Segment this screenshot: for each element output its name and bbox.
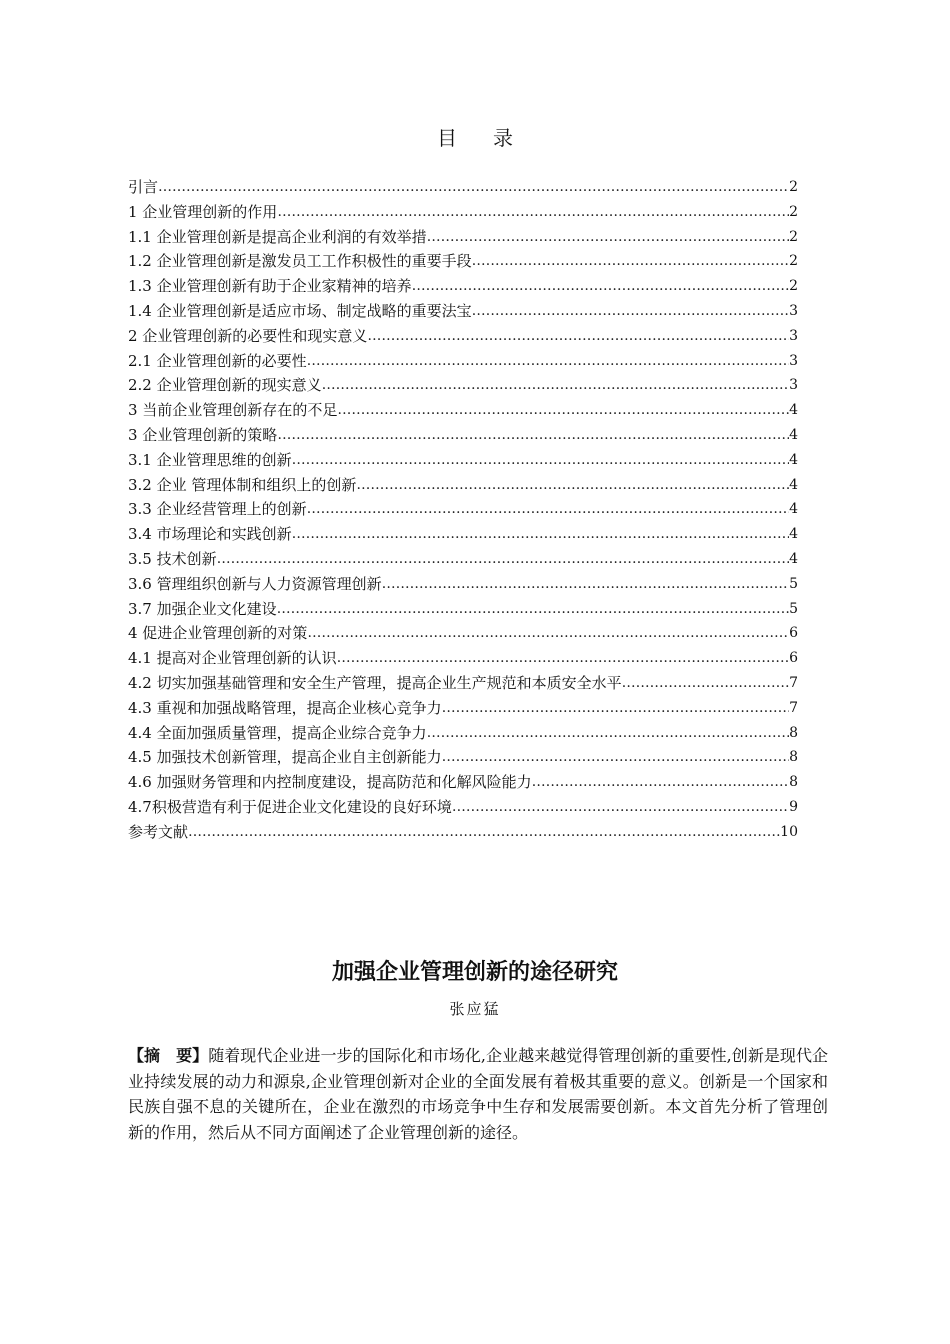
toc-entry[interactable] bbox=[128, 200, 798, 225]
toc-entry-page: 7 bbox=[789, 674, 798, 691]
toc-entry[interactable] bbox=[128, 597, 798, 622]
toc-entry[interactable] bbox=[128, 621, 798, 646]
toc-entry-page: 7 bbox=[789, 699, 798, 716]
abstract bbox=[128, 1043, 828, 1145]
toc-entry[interactable] bbox=[128, 646, 798, 671]
toc-leader-dots bbox=[277, 200, 789, 225]
author-name: 张应猛 bbox=[449, 1000, 501, 1018]
abstract-text: 随着现代企业进一步的国际化和市场化,企业越来越觉得管理创新的重要性,创新是现代企业持续发展的动力和源泉,企业管理创新对企业的全面发展有着极其重要的意义。创新是一个国家和民族自强不息的关键所在，企业在激烈的市场竞争中生存和发展需要创新。本文首先分析了管理创新的作用，然后从不同方面阐述了企业管理创新的途径。 bbox=[128, 1046, 828, 1142]
toc-leader-dots bbox=[532, 770, 789, 795]
toc-entry[interactable] bbox=[128, 671, 798, 696]
toc-entry-label: 4.2 切实加强基础管理和安全生产管理，提高企业生产规范和本质安全水平 bbox=[128, 673, 622, 692]
toc-entry-page: 4 bbox=[789, 501, 798, 518]
toc-leader-dots bbox=[292, 448, 789, 473]
toc-entry-label: 参考文献 bbox=[128, 822, 189, 841]
toc-leader-dots bbox=[307, 349, 789, 374]
toc-leader-dots bbox=[292, 522, 789, 547]
toc-leader-dots bbox=[277, 597, 789, 622]
toc-entry-page: 10 bbox=[780, 823, 798, 840]
toc-entry[interactable] bbox=[128, 373, 798, 398]
toc-leader-dots bbox=[442, 696, 789, 721]
toc-entry-label: 1.4 企业管理创新是适应市场、制定战略的重要法宝 bbox=[128, 301, 472, 320]
toc-entry-page: 3 bbox=[789, 302, 798, 319]
toc-entry-page: 3 bbox=[789, 352, 798, 369]
toc-leader-dots bbox=[307, 621, 789, 646]
toc-entry[interactable] bbox=[128, 473, 798, 498]
toc-leader-dots bbox=[622, 671, 789, 696]
toc-entry-page: 4 bbox=[789, 451, 798, 468]
toc-entry-label: 3.3 企业经营管理上的创新 bbox=[128, 500, 307, 519]
toc-leader-dots bbox=[158, 175, 789, 200]
toc-title-char-2: 录 bbox=[493, 126, 513, 150]
toc-entry[interactable] bbox=[128, 274, 798, 299]
toc-entry[interactable] bbox=[128, 175, 798, 200]
toc-entry-page: 8 bbox=[789, 774, 798, 791]
toc-entry[interactable] bbox=[128, 324, 798, 349]
toc-leader-dots bbox=[188, 820, 780, 845]
toc-entry-label: 3 企业管理创新的策略 bbox=[128, 425, 278, 444]
toc-entry-page: 2 bbox=[789, 253, 798, 270]
toc-leader-dots bbox=[277, 423, 789, 448]
toc-leader-dots bbox=[452, 795, 789, 820]
toc-leader-dots bbox=[337, 398, 789, 423]
toc-entry-label: 3.1 企业管理思维的创新 bbox=[128, 450, 292, 469]
toc-leader-dots bbox=[217, 547, 789, 572]
toc-entry-label: 3.2 企业 管理体制和组织上的创新 bbox=[128, 475, 357, 494]
toc-entry-label: 1 企业管理创新的作用 bbox=[128, 202, 278, 221]
toc-entry-page: 4 bbox=[789, 426, 798, 443]
toc-entry[interactable] bbox=[128, 547, 798, 572]
toc-entry-page: 5 bbox=[789, 600, 798, 617]
toc-entry[interactable] bbox=[128, 423, 798, 448]
toc-leader-dots bbox=[472, 299, 789, 324]
table-of-contents bbox=[128, 175, 798, 845]
toc-entry-page: 2 bbox=[789, 179, 798, 195]
toc-leader-dots bbox=[412, 274, 789, 299]
toc-entry[interactable] bbox=[128, 721, 798, 746]
toc-entry-label: 4.3 重视和加强战略管理，提高企业核心竞争力 bbox=[128, 698, 442, 717]
toc-entry-page: 9 bbox=[789, 798, 798, 815]
toc-entry-page: 6 bbox=[789, 625, 798, 642]
toc-leader-dots bbox=[356, 473, 789, 498]
toc-leader-dots bbox=[442, 745, 789, 770]
toc-leader-dots bbox=[367, 324, 789, 349]
toc-entry[interactable] bbox=[128, 770, 798, 795]
toc-entry[interactable] bbox=[128, 820, 798, 845]
toc-title-char-1: 目 bbox=[437, 126, 457, 150]
toc-entry-page: 3 bbox=[789, 377, 798, 394]
toc-entry-page: 5 bbox=[789, 575, 798, 592]
toc-entry-page: 8 bbox=[789, 724, 798, 741]
toc-entry-label: 1.3 企业管理创新有助于企业家精神的培养 bbox=[128, 277, 412, 296]
toc-leader-dots bbox=[337, 646, 789, 671]
toc-entry[interactable] bbox=[128, 572, 798, 597]
toc-entry-page: 2 bbox=[789, 278, 798, 295]
toc-entry[interactable] bbox=[128, 249, 798, 274]
toc-entry-label: 4 促进企业管理创新的对策 bbox=[128, 624, 308, 643]
toc-entry[interactable] bbox=[128, 696, 798, 721]
toc-leader-dots bbox=[307, 497, 789, 522]
toc-entry[interactable] bbox=[128, 299, 798, 324]
toc-entry-page: 6 bbox=[789, 650, 798, 667]
toc-entry-label: 4.7积极营造有利于促进企业文化建设的良好环境 bbox=[128, 797, 452, 816]
toc-entry-label: 3.6 管理组织创新与人力资源管理创新 bbox=[128, 574, 382, 593]
toc-entry-label: 3.5 技术创新 bbox=[128, 549, 217, 568]
toc-entry-label: 1.2 企业管理创新是激发员工工作积极性的重要手段 bbox=[128, 252, 472, 271]
toc-entry-page: 2 bbox=[789, 228, 798, 245]
toc-entry[interactable] bbox=[128, 795, 798, 820]
toc-leader-dots bbox=[322, 373, 789, 398]
toc-entry-page: 4 bbox=[789, 526, 798, 543]
toc-entry[interactable] bbox=[128, 398, 798, 423]
toc-entry-page: 4 bbox=[789, 402, 798, 419]
toc-entry-page: 4 bbox=[789, 550, 798, 567]
toc-entry[interactable] bbox=[128, 448, 798, 473]
toc-entry-label: 3.4 市场理论和实践创新 bbox=[128, 525, 292, 544]
paper-title: 加强企业管理创新的途径研究 bbox=[331, 960, 618, 985]
toc-entry-page: 3 bbox=[789, 327, 798, 344]
toc-entry-label: 4.1 提高对企业管理创新的认识 bbox=[128, 649, 337, 668]
toc-leader-dots bbox=[427, 721, 789, 746]
toc-entry[interactable] bbox=[128, 745, 798, 770]
toc-entry-label: 引言 bbox=[128, 178, 159, 196]
toc-entry-page: 4 bbox=[789, 476, 798, 493]
toc-leader-dots bbox=[382, 572, 789, 597]
toc-entry-label: 2.1 企业管理创新的必要性 bbox=[128, 351, 307, 370]
abstract-tag: 【摘 要】 bbox=[128, 1046, 209, 1065]
toc-entry-page: 8 bbox=[789, 749, 798, 766]
toc-entry[interactable] bbox=[128, 225, 798, 250]
toc-title bbox=[0, 122, 950, 151]
toc-entry-label: 4.4 全面加强质量管理，提高企业综合竞争力 bbox=[128, 723, 427, 742]
toc-entry-label: 1.1 企业管理创新是提高企业利润的有效举措 bbox=[128, 227, 427, 246]
toc-entry[interactable] bbox=[128, 349, 798, 374]
toc-entry-label: 2 企业管理创新的必要性和现实意义 bbox=[128, 326, 368, 345]
toc-entry-label: 4.5 加强技术创新管理，提高企业自主创新能力 bbox=[128, 748, 442, 767]
toc-entry-page: 2 bbox=[789, 203, 798, 220]
toc-leader-dots bbox=[427, 225, 789, 250]
toc-entry-label: 3 当前企业管理创新存在的不足 bbox=[128, 401, 338, 420]
toc-entry-label: 2.2 企业管理创新的现实意义 bbox=[128, 376, 322, 395]
toc-leader-dots bbox=[472, 249, 789, 274]
toc-entry-label: 3.7 加强企业文化建设 bbox=[128, 599, 277, 618]
toc-entry[interactable] bbox=[128, 497, 798, 522]
toc-entry[interactable] bbox=[128, 522, 798, 547]
toc-entry-label: 4.6 加强财务管理和内控制度建设，提高防范和化解风险能力 bbox=[128, 773, 532, 792]
